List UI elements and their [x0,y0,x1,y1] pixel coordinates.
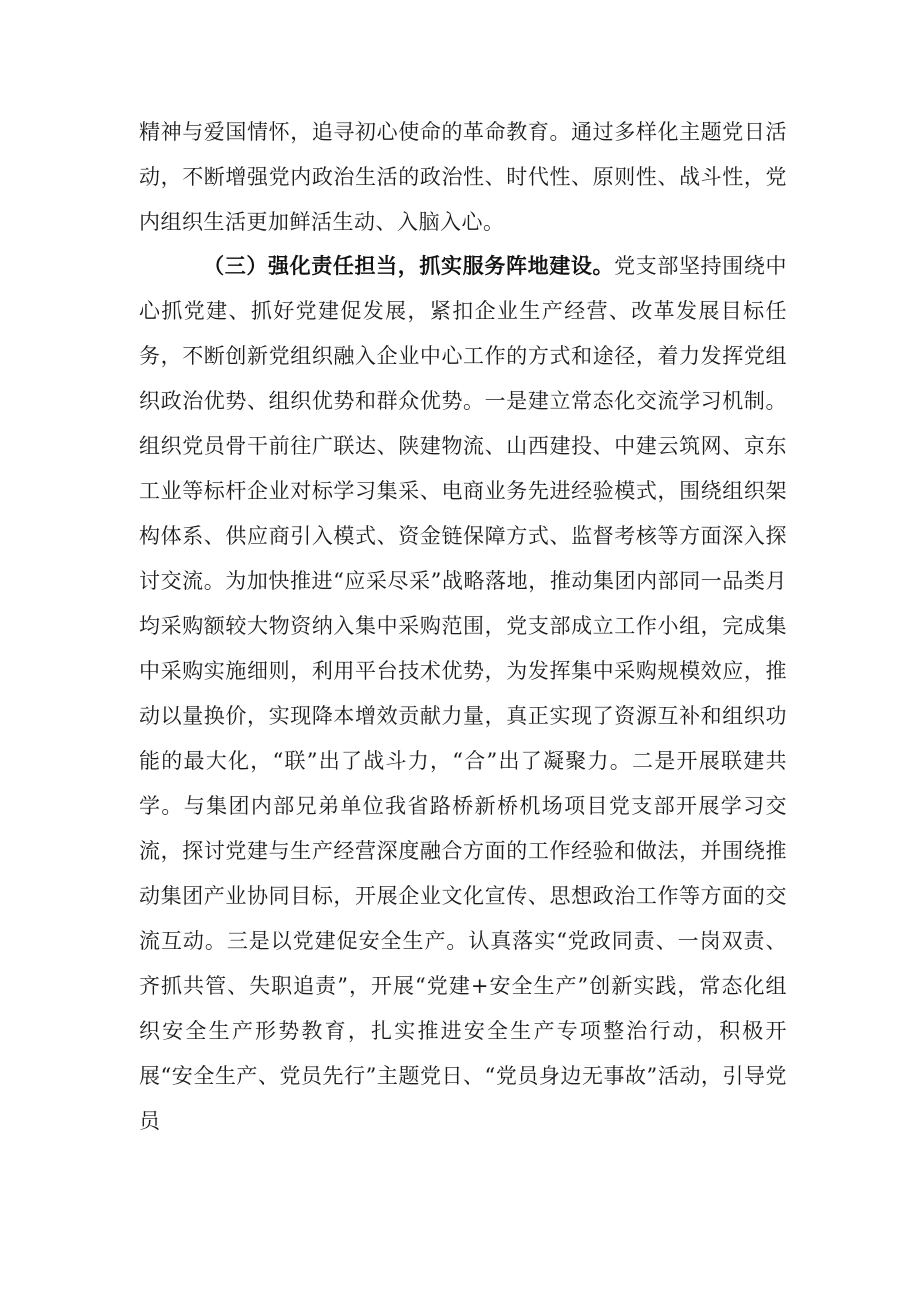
paragraph-section-three [139,243,787,1144]
paragraph-text: 精神与爱国情怀，追寻初心使命的革命教育。通过多样化主题党日活动，不断增强党内政治生活的政治性、时代性、原则性、战斗性，党内组织生活更加鲜活生动、入脑入心。 [139,120,787,234]
section-heading: （三）强化责任担当，抓实服务阵地建设。 [203,253,615,278]
paragraph-continuation [139,110,787,245]
paragraph-text: 党支部坚持围绕中心抓党建、抓好党建促发展，紧扣企业生产经营、改革发展目标任务，不断创新党组织融入企业中心工作的方式和途径，着力发挥党组织政治优势、组织优势和群众优势。一是建立常态化交流学习机制。组织党员骨干前往广联达、陕建物流、山西建投、中建云筑网、京东工业等标杆企业对标学习集采、电商业务先进经验模式，围绕组织架构体系、供应商引入模式、资金链保障方式、监督考核等方面深入探讨交流。为加快推进“应采尽采”战略落地，推动集团内部同一品类月均采购额较大物资纳入集中采购范围，党支部成立工作小组，完成集中采购实施细则，利用平台技术优势，为发挥集中采购规模效应，推动以量换价，实现降本增效贡献力量，真正实现了资源互补和组织功能的最大化，“联”出了战斗力，“合”出了凝聚力。二是开展联建共学。与集团内部兄弟单位我省路桥新桥机场项目党支部开展学习交流，探讨党建与生产经营深度融合方面的工作经验和做法，并围绕推动集团产业协同目标，开展企业文化宣传、思想政治工作等方面的交流互动。三是以党建促安全生产。认真落实“党政同责、一岗双责、齐抓共管、失职追责”，开展“党建+安全生产”创新实践，常态化组织安全生产形势教育，扎实推进安全生产专项整治行动，积极开展“安全生产、党员先行”主题党日、“党员身边无事故”活动，引导党员 [139,254,788,1133]
